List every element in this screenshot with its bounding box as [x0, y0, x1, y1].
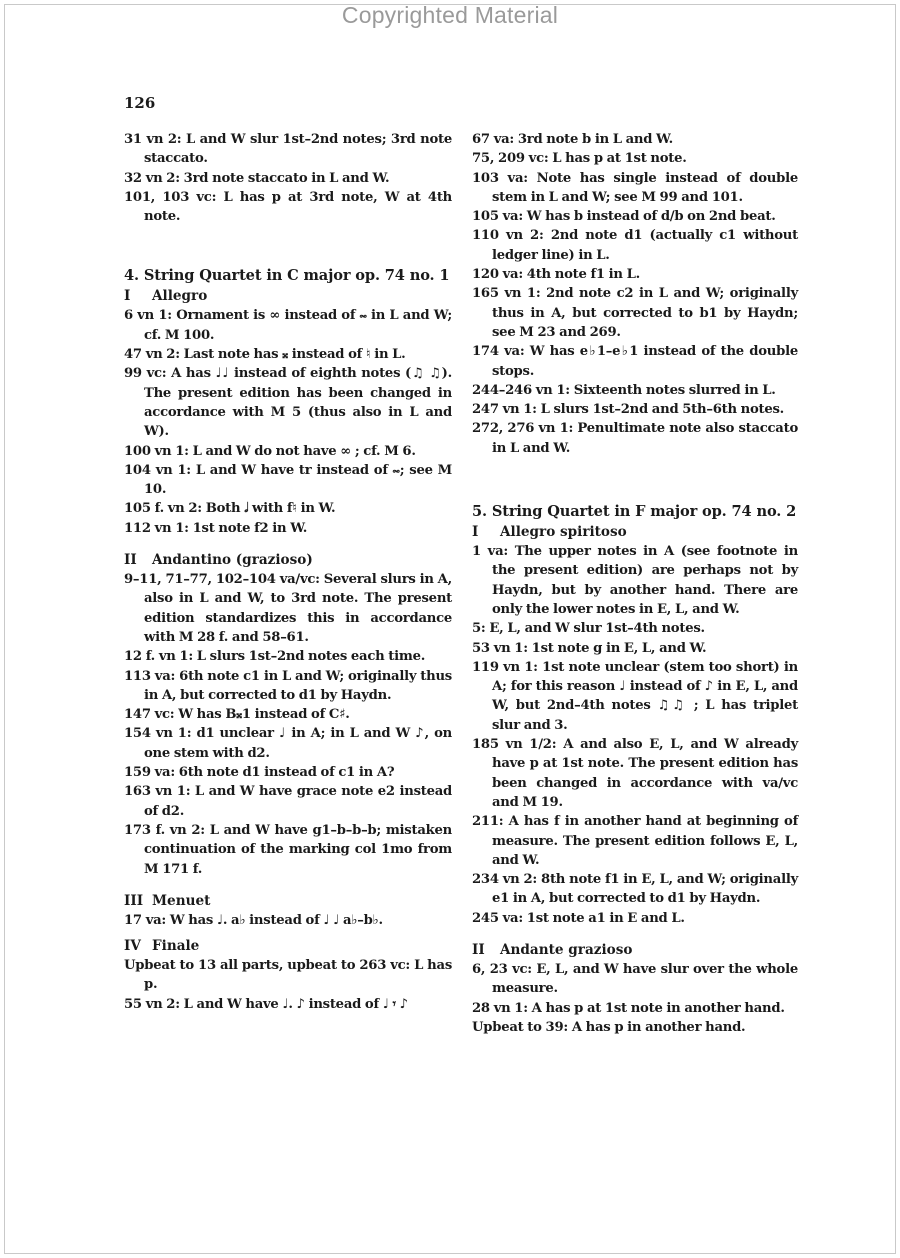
movement-number: III — [124, 892, 144, 909]
note-entry: 6 vn 1: Ornament is ∞ instead of 𝆗 in L and W; cf. M 100. — [124, 308, 452, 343]
note-entry: 174 va: W has e♭1–e♭1 instead of the double stops. — [472, 344, 798, 379]
note-entry: 119 vn 1: 1st note unclear (stem too short) in A; for this reason ♩ instead of ♪ in E, L, and W, but 2nd–4th notes ♫♫ ; L has triplet slur and 3. — [472, 659, 798, 733]
movement-heading — [124, 286, 452, 306]
movement-number: II — [472, 941, 485, 958]
right-column — [472, 130, 798, 1037]
movement-heading — [124, 936, 452, 956]
note-entry: 105 va: W has b instead of d/b on 2nd beat. — [472, 209, 776, 225]
note-entry: 245 va: 1st note a1 in E and L. — [472, 910, 685, 926]
note-entry: 211: A has f in another hand at beginning of measure. The present edition follows E, L, and W. — [472, 814, 798, 868]
intro-entries — [124, 130, 452, 226]
note-entry: 272, 276 vn 1: Penultimate note also staccato in L and W. — [472, 421, 798, 456]
movement-title: Andantino (grazioso) — [152, 552, 313, 569]
note-entry: 1 va: The upper notes in A (see footnote in the present edition) are perhaps not by Haydn, but by another hand. There are only the lower notes in E, L, and W. — [472, 544, 798, 617]
note-entry: 104 vn 1: L and W have tr instead of 𝆗; see M 10. — [124, 462, 452, 498]
movement-heading — [124, 891, 452, 911]
note-entry: 105 f. vn 2: Both 𝅗𝅥 with f♮ in W. — [124, 501, 336, 517]
movement-heading — [124, 550, 452, 570]
note-entry: 6, 23 vc: E, L, and W have slur over the whole measure. — [472, 961, 798, 997]
note-entry: 103 va: Note has single instead of double stem in L and W; see M 99 and 101. — [472, 170, 798, 205]
note-entry: 17 va: W has ♩. a♭ instead of ♩ ♩ a♭–b♭. — [124, 912, 383, 928]
note-entry: 159 va: 6th note d1 instead of c1 in A? — [124, 765, 395, 781]
note-entry: 113 va: 6th note c1 in L and W; originally thus in A, but corrected to d1 by Haydn. — [124, 668, 452, 703]
note-entry: 12 f. vn 1: L slurs 1st–2nd notes each time. — [124, 649, 426, 665]
note-entry: 234 vn 2: 8th note f1 in E, L, and W; originally e1 in A, but corrected to d1 by Haydn. — [472, 872, 798, 907]
movement-number: I — [472, 524, 479, 541]
note-entry: 120 va: 4th note f1 in L. — [472, 267, 640, 283]
note-entry: 112 vn 1: 1st note f2 in W. — [124, 520, 308, 536]
left-column — [124, 130, 452, 1014]
quartet-4-title: 4. String Quartet in C major op. 74 no. 1 — [124, 267, 450, 285]
note-entry: 147 vc: W has B𝄪1 instead of C♯. — [124, 707, 350, 723]
note-entry: 5: E, L, and W slur 1st–4th notes. — [472, 621, 705, 637]
note-entry: 67 va: 3rd note b in L and W. — [472, 132, 673, 147]
movement-title: Menuet — [152, 892, 211, 909]
note-entry: 110 vn 2: 2nd note d1 (actually c1 without ledger line) in L. — [472, 228, 798, 263]
note-entry: 31 vn 2: L and W slur 1st–2nd notes; 3rd note staccato. — [124, 132, 452, 167]
movement-title: Allegro spiritoso — [500, 524, 627, 541]
note-entry: 163 vn 1: L and W have grace note e2 instead of d2. — [124, 784, 452, 819]
note-entry: 244–246 vn 1: Sixteenth notes slurred in L. — [472, 382, 776, 398]
page-number: 126 — [124, 94, 156, 112]
movement-number: II — [124, 552, 137, 569]
movement-title: Allegro — [152, 288, 208, 305]
note-entry: 173 f. vn 2: L and W have g1–b–b–b; mistaken continuation of the marking col 1mo from M 171 f. — [124, 822, 452, 877]
movement-title: Andante grazioso — [500, 941, 633, 958]
watermark: Copyrighted Material — [341, 2, 559, 28]
quartet-5-title: 5. String Quartet in F major op. 74 no. 2 — [472, 503, 797, 521]
movement-heading — [472, 522, 798, 542]
note-entry: 101, 103 vc: L has p at 3rd note, W at 4th note. — [124, 189, 452, 225]
movement-number: I — [124, 288, 131, 305]
movement-title: Finale — [152, 938, 200, 955]
note-entry: 47 vn 2: Last note has 𝄪 instead of ♮ in L. — [124, 347, 406, 363]
note-entry: Upbeat to 39: A has p in another hand. — [472, 1019, 746, 1035]
note-entry: 53 vn 1: 1st note g in E, L, and W. — [472, 640, 707, 656]
note-entry: 9–11, 71–77, 102–104 va/vc: Several slurs in A, also in L and W, to 3rd note. The present edition standardizes this in accordance with M 28 f. and 58–61. — [124, 572, 452, 645]
note-entry: Upbeat to 13 all parts, upbeat to 263 vc: L has p. — [124, 958, 452, 993]
note-entry: 100 vn 1: L and W do not have ∞ ; cf. M 6. — [124, 443, 416, 459]
note-entry: 154 vn 1: d1 unclear ♩ in A; in L and W ♪, on one stem with d2. — [124, 726, 452, 761]
note-entry: 28 vn 1: A has p at 1st note in another hand. — [472, 1000, 785, 1016]
note-entry: 185 vn 1/2: A and also E, L, and W already have p at 1st note. The present edition has been changed in accordance with va/vc and M 19. — [472, 737, 798, 810]
movement-number: IV — [124, 938, 141, 955]
movement-heading — [472, 940, 798, 960]
note-entry: 32 vn 2: 3rd note staccato in L and W. — [124, 170, 390, 186]
note-entry: 55 vn 2: L and W have ♩. ♪ instead of ♩ 𝄾 ♪ — [124, 996, 408, 1012]
note-entry: 247 vn 1: L slurs 1st–2nd and 5th–6th notes. — [472, 402, 785, 418]
note-entry: 99 vc: A has ♩♩ instead of eighth notes (♫ ♫). The present edition has been changed in accordance with M 5 (thus also in L and W). — [124, 366, 452, 440]
note-entry: 165 vn 1: 2nd note c2 in L and W; originally thus in A, but corrected to b1 by Haydn; see M 23 and 269. — [472, 286, 798, 340]
note-entry: 75, 209 vc: L has p at 1st note. — [472, 151, 687, 167]
